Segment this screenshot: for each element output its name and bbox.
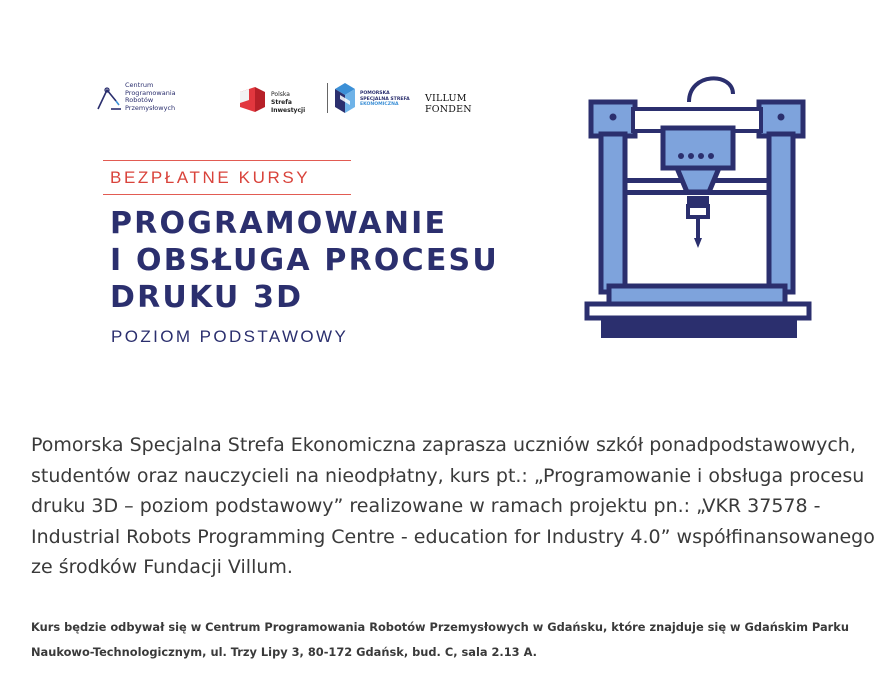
psse-logo-line: EKONOMICZNA [360,102,399,108]
invitation-paragraph: Pomorska Specjalna Strefa Ekonomiczna zaprasza uczniów szkół ponadpodstawowych, studentów oraz nauczycieli na nieodpłatny, kurs pt.: „Programowanie i obsługa procesu druku 3D – poziom podstawowy” realizowane w ramach projektu pn.: „VKR 37578 - Industrial Robots Programming Centre - education for Industry 4.0” współfinansowanego ze środków Fundacji Villum. [31,434,875,578]
psse-logo-line: POMORSKA [360,91,390,96]
course-title-line: PROGRAMOWANIE [110,206,448,241]
psi-logo-line: Strefa Inwestycji [271,99,306,114]
logo-divider [327,83,328,113]
psse-logo-line: SPECJALNA STREFA [360,96,410,102]
psi-logo-line: Polska [271,91,290,98]
badge-top-rule [103,160,351,161]
location-note: Kurs będzie odbywał się w Centrum Programowania Robotów Przemysłowych w Gdańsku, które znajduje się w Gdańskim Parku Naukowo-Technologicznym, ul. Trzy Lipy 3, 80-172 Gdańsk, bud. C, sala 2.13 A. [31,620,849,659]
cprp-logo-line: Centrum [125,81,154,89]
psse-logo [333,82,423,116]
course-title-line: DRUKU 3D [110,280,304,315]
course-title-line: I OBSŁUGA PROCESU [110,243,499,278]
psse-cube-logo-icon [333,82,357,114]
cprp-logo-line: Programowania [125,88,176,97]
robot-arm-logo-icon [95,84,123,114]
cprp-logo [95,80,195,116]
partner-logos [95,80,515,120]
cprp-logo-line: Robotów [125,96,154,105]
badge-bottom-rule [103,194,351,195]
3d-printer-icon [583,72,815,344]
psi-flag-logo-icon [237,84,267,114]
psi-logo [237,82,327,116]
free-courses-badge: BEZPŁATNE KURSY [110,168,311,187]
course-level: POZIOM PODSTAWOWY [111,327,349,346]
villum-logo: VILLUM FONDEN [425,93,472,115]
cprp-logo-line: Przemysłowych [125,103,176,112]
course-title [110,205,499,316]
